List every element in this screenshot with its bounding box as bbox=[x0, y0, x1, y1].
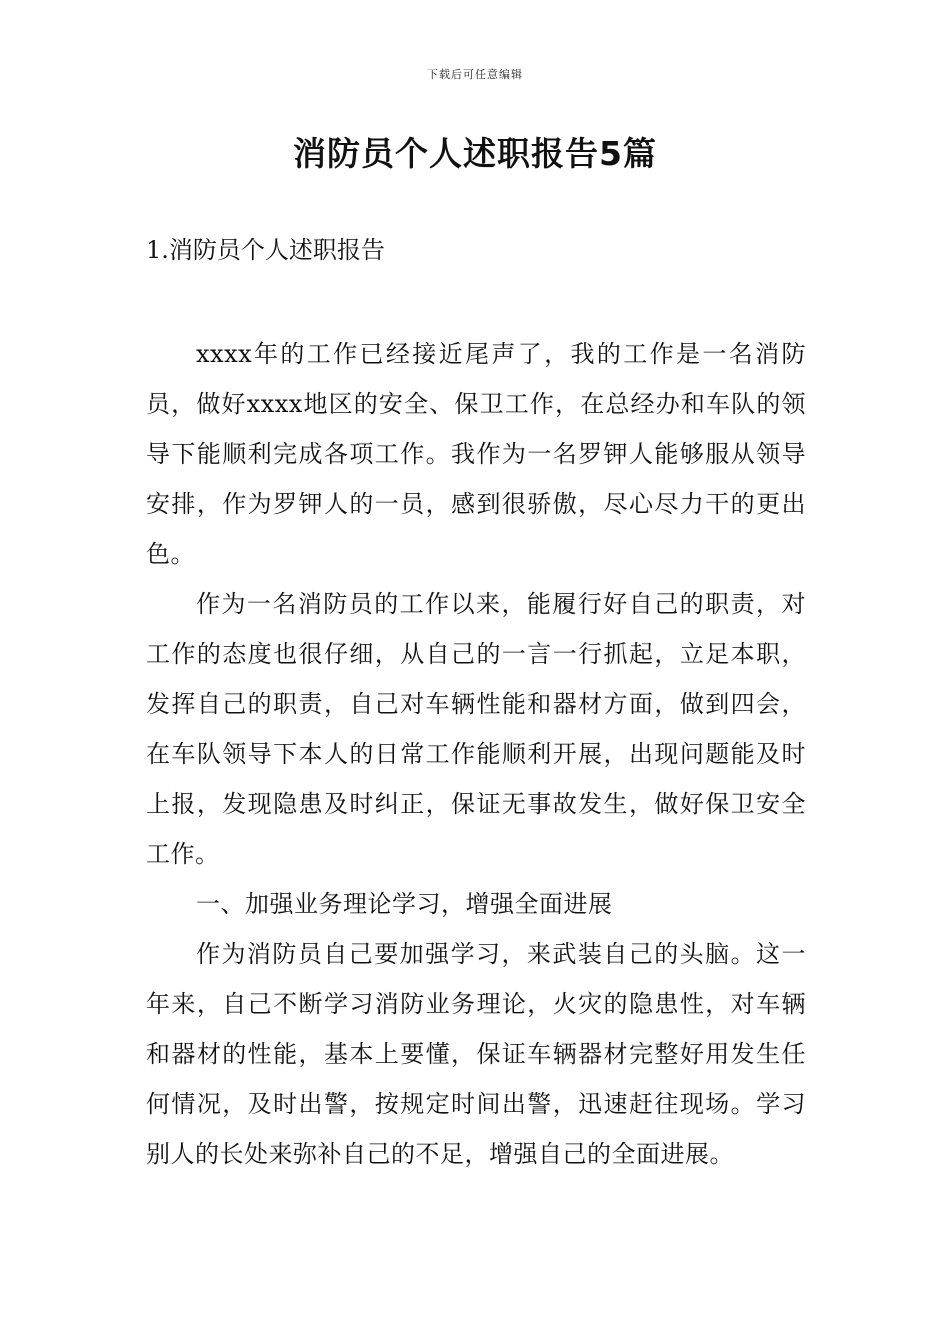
paragraph-study: 作为消防员自己要加强学习，来武装自己的头脑。这一年来，自己不断学习消防业务理论，火灾的隐患性，对车辆和器材的性能，基本上要懂，保证车辆器材完整好用发生任何情况，及时出警，按规定时间出警，迅速赶往现场。学习别人的长处来弥补自己的不足，增强自己的全面进展。 bbox=[146, 940, 806, 1168]
document-title: 消防员个人述职报告5篇 bbox=[293, 134, 657, 173]
section-heading: 1.消防员个人述职报告 bbox=[146, 236, 385, 264]
subheading-study: 一、加强业务理论学习，增强全面进展 bbox=[196, 890, 613, 918]
document-body bbox=[146, 329, 806, 1179]
paragraph-intro: xxxx年的工作已经接近尾声了，我的工作是一名消防员，做好xxxx地区的安全、保卫工作，在总经办和车队的领导下能顺利完成各项工作。我作为一名罗钾人能够服从领导安排，作为罗钾人的一员，感到很骄傲，尽心尽力干的更出色。 bbox=[146, 340, 806, 568]
paragraph-duties: 作为一名消防员的工作以来，能履行好自己的职责，对工作的态度也很仔细，从自己的一言一行抓起，立足本职，发挥自己的职责，自己对车辆性能和器材方面，做到四会，在车队领导下本人的日常工作能顺利开展，出现问题能及时上报，发现隐患及时纠正，保证无事故发生，做好保卫安全工作。 bbox=[146, 590, 806, 868]
header-note: 下载后可任意编辑 bbox=[427, 68, 523, 81]
